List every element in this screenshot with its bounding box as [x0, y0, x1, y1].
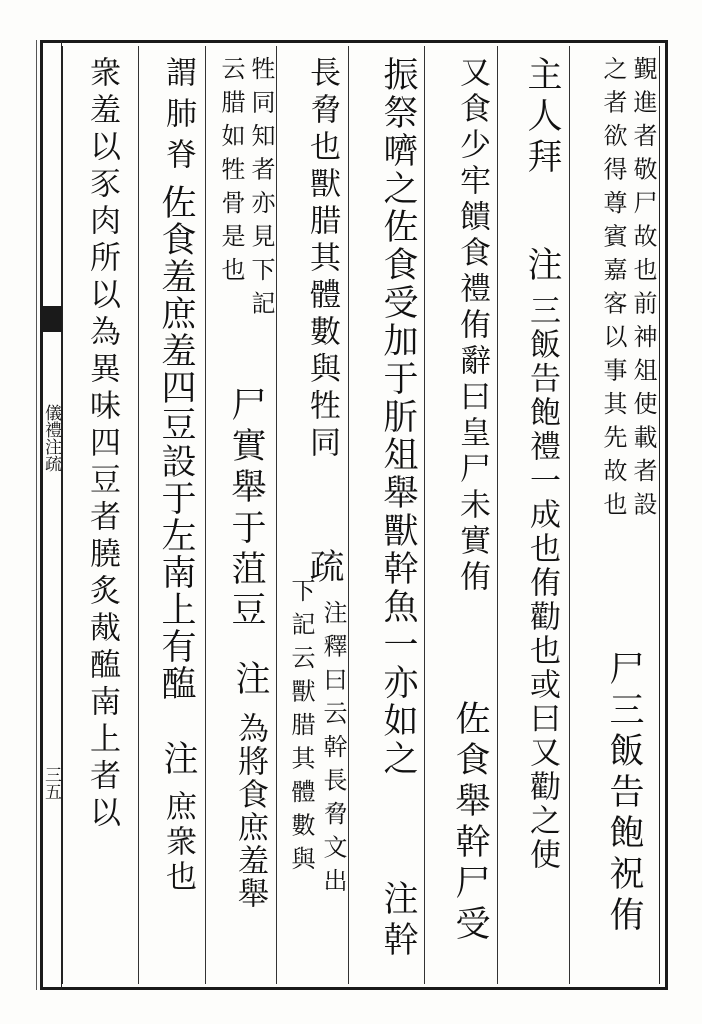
fold-book-title: 儀禮注疏: [41, 404, 61, 472]
column-2-annotation-text: 三飯告飽禮一成也侑勸也或曰又勸之使: [524, 294, 560, 872]
column-2-annotation-mark: 注: [522, 246, 562, 287]
column-6-commentary-line-a: 牲同知者亦見下記: [247, 56, 275, 324]
column-1-main-text: 尸三飯告飽祝侑: [604, 650, 644, 937]
column-6-annotation-mark: 注: [230, 660, 270, 701]
column-5-annotation-text: 長脅也獸腊其體數與牲同: [304, 56, 340, 463]
column-5-commentary-line-a: 注釋曰云幹長脅文出: [319, 600, 347, 902]
column-5-commentary-line-b: 下記云獸腊其體數與: [287, 578, 315, 880]
column-7-main-text: 佐食羞庶羞四豆設于左南上有醢: [156, 184, 196, 702]
column-8-annotation-text: 衆羞以豕肉所以為異味四豆者膮炙胾醢南上者以: [84, 56, 120, 833]
column-7-annotation-mark: 注: [158, 740, 198, 781]
column-4-annotation-start: 注幹: [378, 880, 418, 962]
column-2-main-text: 主人拜: [522, 56, 562, 179]
column-1-small-line-a: 覲進者敬尸故也前神俎使載者設: [629, 56, 657, 525]
fold-fish-tail-mark: [40, 306, 62, 332]
page-edge-line: [36, 40, 37, 990]
column-6-annotation-text: 為將食庶羞舉: [232, 712, 268, 910]
column-6-commentary-line-b: 云腊如牲骨是也: [217, 56, 245, 291]
column-7-annotation-end: 謂肺脊: [160, 56, 196, 179]
column-3-main-text: 佐食舉幹尸受: [450, 700, 490, 946]
column-6-main-text: 尸實舉于菹豆: [226, 386, 266, 632]
column-3-annotation-text: 又食少牢饋食禮侑辭曰皇尸未實侑: [454, 56, 490, 596]
column-rule: [138, 46, 139, 984]
column-7-annotation-text: 庶衆也: [160, 790, 196, 895]
column-5-commentary-mark: 疏: [304, 548, 344, 589]
fold-page-number: 三五: [41, 766, 61, 800]
column-4-main-text: 振祭嚌之佐食受加于肵俎舉獸幹魚一亦如之: [378, 56, 418, 778]
center-fold-strip: [40, 40, 62, 990]
column-1-small-line-b: 之者欲得尊賓嘉客以事其先故也: [599, 56, 627, 525]
